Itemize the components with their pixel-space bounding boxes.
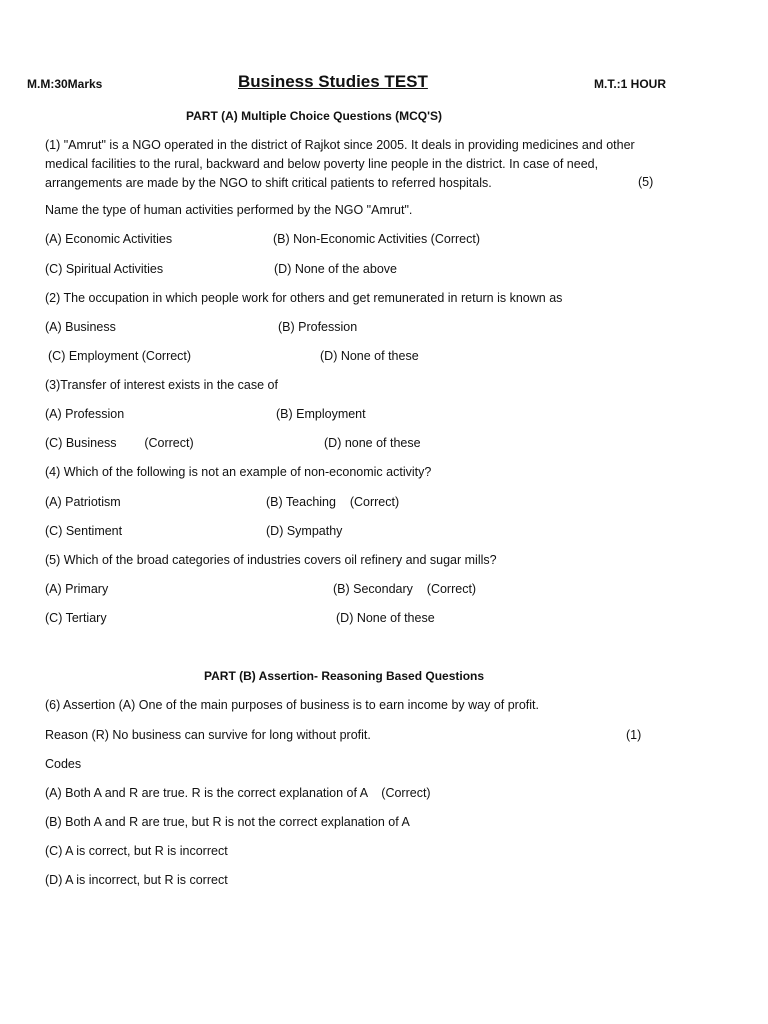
q5-text: (5) Which of the broad categories of industries covers oil refinery and sugar mills? bbox=[45, 553, 497, 567]
q2-option-b: (B) Profession bbox=[278, 320, 358, 334]
q4-text: (4) Which of the following is not an example of non-economic activity? bbox=[45, 465, 432, 479]
q3-option-d: (D) none of these bbox=[324, 436, 421, 450]
q1-text: (1) "Amrut" is a NGO operated in the district of Rajkot since 2005. It deals in providing medicines and other medical facilities to the rural, backward and below poverty line people in the district. In case of need, arrangements are made by the NGO to shift critical patients to referred hospitals. bbox=[45, 138, 635, 190]
part-a-heading: PART (A) Multiple Choice Questions (MCQ'S) bbox=[186, 109, 442, 123]
q1-marks: (5) bbox=[638, 175, 654, 189]
q1-option-d: (D) None of the above bbox=[274, 262, 397, 276]
q2-option-d: (D) None of these bbox=[320, 349, 419, 363]
q4-option-a: (A) Patriotism bbox=[45, 495, 121, 509]
q2-text: (2) The occupation in which people work for others and get remunerated in return is known as bbox=[45, 291, 563, 305]
q3-option-b: (B) Employment bbox=[276, 407, 366, 421]
page-title: Business Studies TEST bbox=[238, 72, 428, 91]
q3-option-a: (A) Profession bbox=[45, 407, 125, 421]
q6-option-a: (A) Both A and R are true. R is the correct explanation of A (Correct) bbox=[45, 786, 431, 800]
q1-option-c: (C) Spiritual Activities bbox=[45, 262, 164, 276]
q2-option-c: (C) Employment (Correct) bbox=[48, 349, 192, 363]
q6-option-d: (D) A is incorrect, but R is correct bbox=[45, 873, 228, 887]
q6-codes-label: Codes bbox=[45, 757, 82, 771]
part-b-heading: PART (B) Assertion- Reasoning Based Questions bbox=[204, 669, 485, 683]
q4-option-c: (C) Sentiment bbox=[45, 524, 123, 538]
q6-reason: Reason (R) No business can survive for long without profit. bbox=[45, 728, 371, 742]
q2-option-a: (A) Business bbox=[45, 320, 116, 334]
q1-option-b: (B) Non-Economic Activities (Correct) bbox=[273, 232, 480, 246]
q4-option-b: (B) Teaching (Correct) bbox=[266, 495, 400, 509]
q4-option-d: (D) Sympathy bbox=[266, 524, 343, 538]
q5-option-a: (A) Primary bbox=[45, 582, 109, 596]
max-time: M.T.:1 HOUR bbox=[594, 77, 666, 91]
q5-option-c: (C) Tertiary bbox=[45, 611, 107, 625]
q1-prompt: Name the type of human activities performed by the NGO "Amrut". bbox=[45, 203, 413, 217]
q6-option-c: (C) A is correct, but R is incorrect bbox=[45, 844, 228, 858]
q5-option-d: (D) None of these bbox=[336, 611, 435, 625]
q6-marks: (1) bbox=[626, 728, 642, 742]
q6-assertion: (6) Assertion (A) One of the main purposes of business is to earn income by way of profit. bbox=[45, 698, 539, 712]
q1-option-a: (A) Economic Activities bbox=[45, 232, 173, 246]
max-marks: M.M:30Marks bbox=[27, 77, 103, 91]
q3-text: (3)Transfer of interest exists in the case of bbox=[45, 378, 278, 392]
q6-option-b: (B) Both A and R are true, but R is not the correct explanation of A bbox=[45, 815, 410, 829]
q5-option-b: (B) Secondary (Correct) bbox=[333, 582, 477, 596]
q3-option-c: (C) Business (Correct) bbox=[45, 436, 194, 450]
